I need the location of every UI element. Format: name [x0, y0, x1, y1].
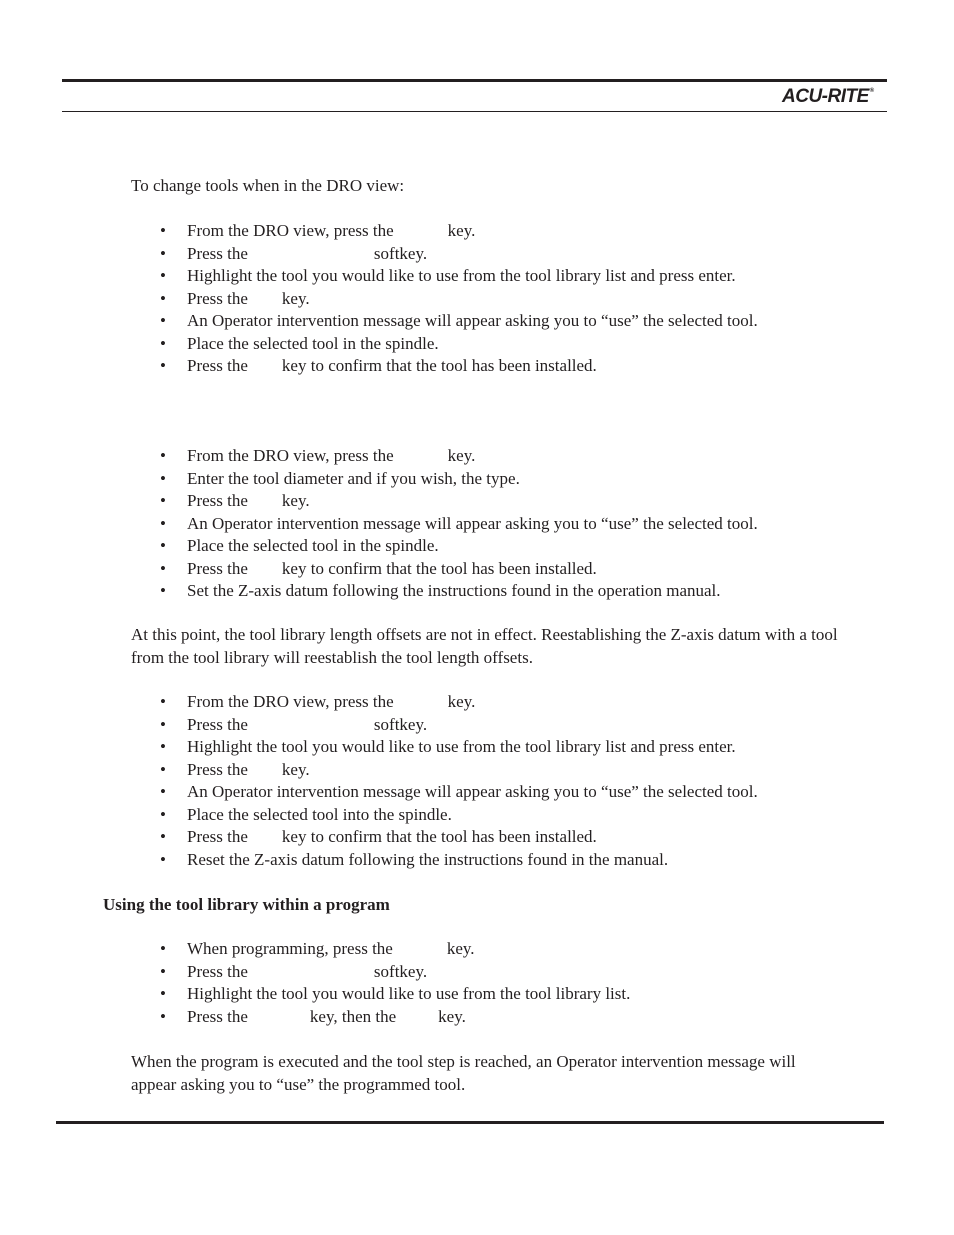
list-item	[160, 333, 758, 356]
list-item	[160, 490, 758, 513]
list-item-text: Press the	[187, 714, 248, 734]
list-item	[160, 938, 630, 961]
list-item	[160, 265, 758, 288]
offsets-note: At this point, the tool library length offsets are not in effect. Reestablishing the Z-axis datum with a tool from the tool library will reestablish the tool length offsets.	[131, 625, 838, 667]
list-item-text: softkey.	[373, 714, 428, 734]
program-note: When the program is executed and the tool step is reached, an Operator intervention message will appear asking you to “use” the programmed tool.	[131, 1052, 796, 1094]
acu-rite-logo: ACU-RITE®	[782, 86, 874, 107]
list-item-text: Place the selected tool into the spindle.	[187, 804, 452, 824]
list-item	[160, 580, 758, 603]
top-rule	[62, 79, 887, 82]
list-change-tools	[160, 220, 758, 378]
list-item-text: When programming, press the	[187, 939, 393, 958]
list-item	[160, 961, 630, 984]
list-item-text: Place the selected tool in the spindle.	[187, 536, 439, 555]
list-item-text: key.	[281, 288, 310, 308]
list-item	[160, 445, 758, 468]
list-item-text: An Operator intervention message will appear asking you to “use” the selected tool.	[187, 513, 758, 533]
list-item-text: key.	[281, 491, 310, 510]
list-item	[160, 220, 758, 243]
list-item-text: key.	[447, 692, 476, 711]
list-item	[160, 781, 758, 804]
section-heading: Using the tool library within a program	[103, 895, 390, 914]
list-item-text: key to confirm that the tool has been installed.	[281, 356, 597, 375]
list-item-text: Highlight the tool you would like to use from the tool library list and press enter.	[187, 737, 736, 756]
list-item	[160, 826, 758, 849]
list-item-text: Press the	[187, 558, 248, 578]
list-item	[160, 983, 630, 1006]
list-item-text: Press the	[187, 759, 248, 779]
list-item-text: Press the	[187, 288, 248, 308]
list-item	[160, 736, 758, 759]
header-rule	[62, 111, 887, 112]
intro-text: To change tools when in the DRO view:	[131, 176, 405, 195]
list-item-text: Set the Z-axis datum following the instructions found in the operation manual.	[187, 581, 721, 600]
list-item	[160, 759, 758, 782]
list-item-text: softkey.	[373, 961, 428, 981]
list-item-text: From the DRO view, press the	[187, 446, 394, 465]
bottom-rule	[56, 1121, 884, 1124]
list-item-text: Reset the Z-axis datum following the instructions found in the manual.	[187, 849, 669, 869]
list-item	[160, 355, 758, 378]
list-item-text: From the DRO view, press the	[187, 221, 394, 240]
list-item	[160, 691, 758, 714]
list-item	[160, 849, 758, 872]
list-item	[160, 468, 758, 491]
list-item	[160, 535, 758, 558]
list-item	[160, 243, 758, 266]
list-item-text: Press the	[187, 1006, 248, 1026]
list-reestablish-offsets	[160, 691, 758, 871]
list-item-text: An Operator intervention message will appear asking you to “use” the selected tool.	[187, 311, 758, 330]
list-item-text: key.	[447, 446, 476, 465]
list-program-tool	[160, 938, 630, 1028]
list-item-text: Press the	[187, 827, 248, 846]
list-item	[160, 513, 758, 536]
list-item-text: Highlight the tool you would like to use from the tool library list and press enter.	[187, 266, 736, 285]
list-item-text: Press the	[187, 961, 248, 981]
list-item-text: softkey.	[373, 243, 428, 263]
list-item-text: key.	[446, 939, 475, 958]
list-item-text: key, then the	[309, 1006, 397, 1026]
list-item	[160, 558, 758, 581]
list-item-text: key to confirm that the tool has been installed.	[281, 827, 597, 846]
list-item-text: key.	[438, 1006, 466, 1026]
list-item	[160, 714, 758, 737]
list-item	[160, 310, 758, 333]
list-item-text: key.	[281, 759, 310, 779]
list-item-text: Press the	[187, 356, 248, 375]
list-item-text: Place the selected tool in the spindle.	[187, 333, 439, 353]
list-item-text: Press the	[187, 491, 248, 510]
list-item-text: key to confirm that the tool has been installed.	[281, 558, 597, 578]
list-item	[160, 1006, 630, 1029]
list-item-text: Highlight the tool you would like to use from the tool library list.	[187, 984, 631, 1003]
list-item	[160, 288, 758, 311]
list-item-text: key.	[447, 221, 476, 240]
list-item-text: An Operator intervention message will appear asking you to “use” the selected tool.	[187, 782, 758, 801]
list-item-text: Press the	[187, 243, 248, 263]
list-item-text: From the DRO view, press the	[187, 692, 394, 711]
list-item	[160, 804, 758, 827]
list-item-text: Enter the tool diameter and if you wish, the type.	[187, 468, 520, 488]
list-manual-tool	[160, 445, 758, 603]
